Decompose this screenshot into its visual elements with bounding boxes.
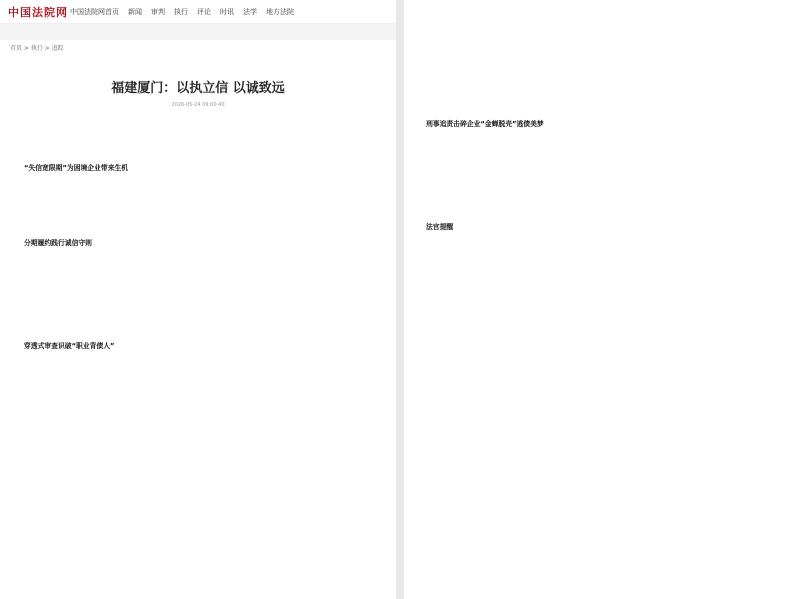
nav-item[interactable]: 新闻 (128, 7, 142, 16)
article-body-right (404, 0, 800, 372)
paragraph (426, 238, 778, 260)
paragraph (24, 282, 372, 304)
paragraph (426, 191, 778, 213)
paragraph (426, 322, 778, 344)
paragraph (426, 60, 778, 82)
section-heading: “失信宽限期”为困境企业带来生机 (24, 164, 129, 172)
paragraph (24, 357, 372, 379)
site-logo[interactable]: 中国法院网 (8, 5, 68, 19)
site-nav (70, 7, 294, 17)
article-page-left (0, 0, 396, 599)
paragraph (426, 350, 778, 372)
paragraph (426, 135, 778, 157)
header-spacer (0, 24, 396, 40)
paragraph (426, 294, 778, 316)
nav-item[interactable]: 中国法院网首页 (70, 7, 119, 16)
paragraph (426, 88, 778, 110)
article-body-left (0, 108, 396, 407)
site-header (0, 0, 396, 24)
paragraph (24, 132, 372, 154)
paragraph (426, 163, 778, 185)
paragraph (24, 207, 372, 229)
paragraph (24, 254, 372, 276)
nav-item[interactable]: 地方法院 (266, 7, 294, 16)
paragraph (24, 385, 372, 407)
section-heading: 分期履约践行诚信守则 (24, 239, 92, 247)
nav-item[interactable]: 时讯 (220, 7, 234, 16)
paragraph (24, 179, 372, 201)
paragraph (426, 32, 778, 54)
section-heading: 法官提醒 (426, 223, 454, 231)
section-heading: 刑事追责击碎企业“金蝉脱壳”逃债美梦 (426, 120, 544, 128)
article-page-right (404, 0, 800, 599)
nav-item[interactable]: 执行 (174, 7, 188, 16)
nav-item[interactable]: 审判 (151, 7, 165, 16)
paragraph (426, 4, 778, 26)
breadcrumb[interactable]: 首页 > 执行 > 追踪 (10, 45, 64, 52)
section-heading: 穿透式审查识破“职业背债人” (24, 342, 115, 350)
paragraph (426, 266, 778, 288)
article-date: 2026-05-24 09:00:40 (171, 102, 225, 108)
article-title: 福建厦门：以执立信 以诚致远 (111, 81, 285, 96)
nav-item[interactable]: 评论 (197, 7, 211, 16)
paragraph (24, 310, 372, 332)
nav-item[interactable]: 法学 (243, 7, 257, 16)
